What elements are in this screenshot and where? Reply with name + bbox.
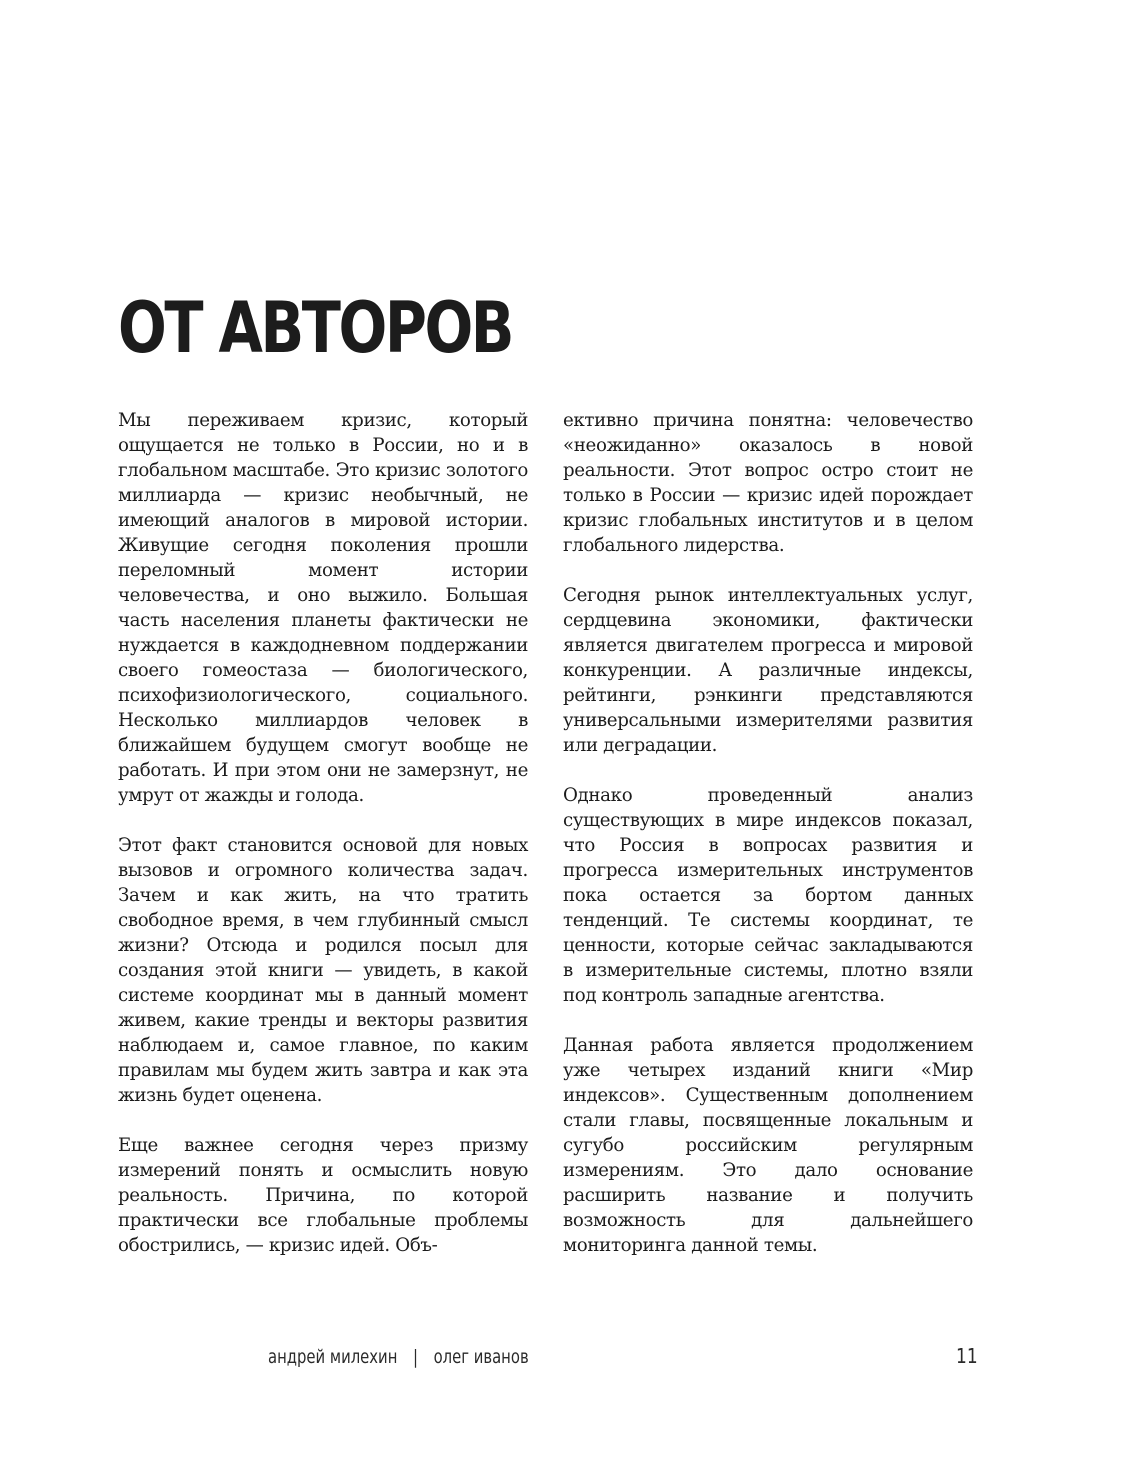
paragraph: Этот факт становится основой для новых вызовов и огромного количества задач. Зачем и как жить, на что тратить свободное время, в чем глубинный смысл жизни? Отсюда и родился посыл для создания этой книги — увидеть, в какой системе координат мы в данный момент живем, какие тренды и векторы развития наблюдаем и, самое главное, по каким правилам мы будем жить завтра и как эта жизнь будет оценена.: [118, 835, 528, 1106]
right-text-column: [563, 408, 973, 1283]
left-text-column: [118, 408, 528, 1283]
page-number: 11: [956, 1344, 978, 1368]
page-title: ОТ АВТОРОВ: [118, 287, 513, 369]
paragraph: Мы переживаем кризис, который ощущается не только в России, но и в глобальном масштабе. Это кризис золотого миллиарда — кризис необычный, не имеющий аналогов в мировой истории. Живущие сегодня поколения прошли переломный момент истории человечества, и оно выжило. Большая часть населения планеты фактически не нуждается в каждодневном поддержании своего гомеостаза — биологического, психофизиологического, социального. Несколько миллиардов человек в ближайшем будущем смогут вообще не работать. И при этом они не замерзнут, не умрут от жажды и голода.: [118, 410, 528, 806]
author-name: андрей милехин: [268, 1346, 398, 1368]
paragraph: ективно причина понятна: человечество «неожиданно» оказалось в новой реальности. Этот вопрос остро стоит не только в России — кризис идей порождает кризис глобальных институтов и в целом глобального лидерства.: [563, 410, 973, 556]
paragraph: Еще важнее сегодня через призму измерений понять и осмыслить новую реальность. Причина, по которой практически все глобальные проблемы обострились, — кризис идей. Объ-: [118, 1135, 528, 1256]
paragraph: Однако проведенный анализ существующих в мире индексов показал, что Россия в вопросах развития и прогресса измерительных инструментов пока остается за бортом данных тенденций. Те системы координат, те ценности, которые сейчас закладываются в измерительные системы, плотно взяли под контроль западные агентства.: [563, 785, 973, 1006]
author-name: олег иванов: [433, 1346, 529, 1368]
paragraph: Сегодня рынок интеллектуальных услуг, сердцевина экономики, фактически является двигателем прогресса и мировой конкуренции. А различные индексы, рейтинги, рэнкинги представляются универсальными измерителями развития или деградации.: [563, 585, 973, 756]
page-footer: [0, 1342, 1123, 1372]
paragraph: Данная работа является продолжением уже четырех изданий книги «Мир индексов». Существенным дополнением стали главы, посвященные локальным и сугубо российским регулярным измерениям. Это дало основание расширить название и получить возможность для дальнейшего мониторинга данной темы.: [563, 1035, 973, 1256]
footer-authors: [268, 1346, 529, 1368]
author-separator: |: [412, 1346, 418, 1368]
